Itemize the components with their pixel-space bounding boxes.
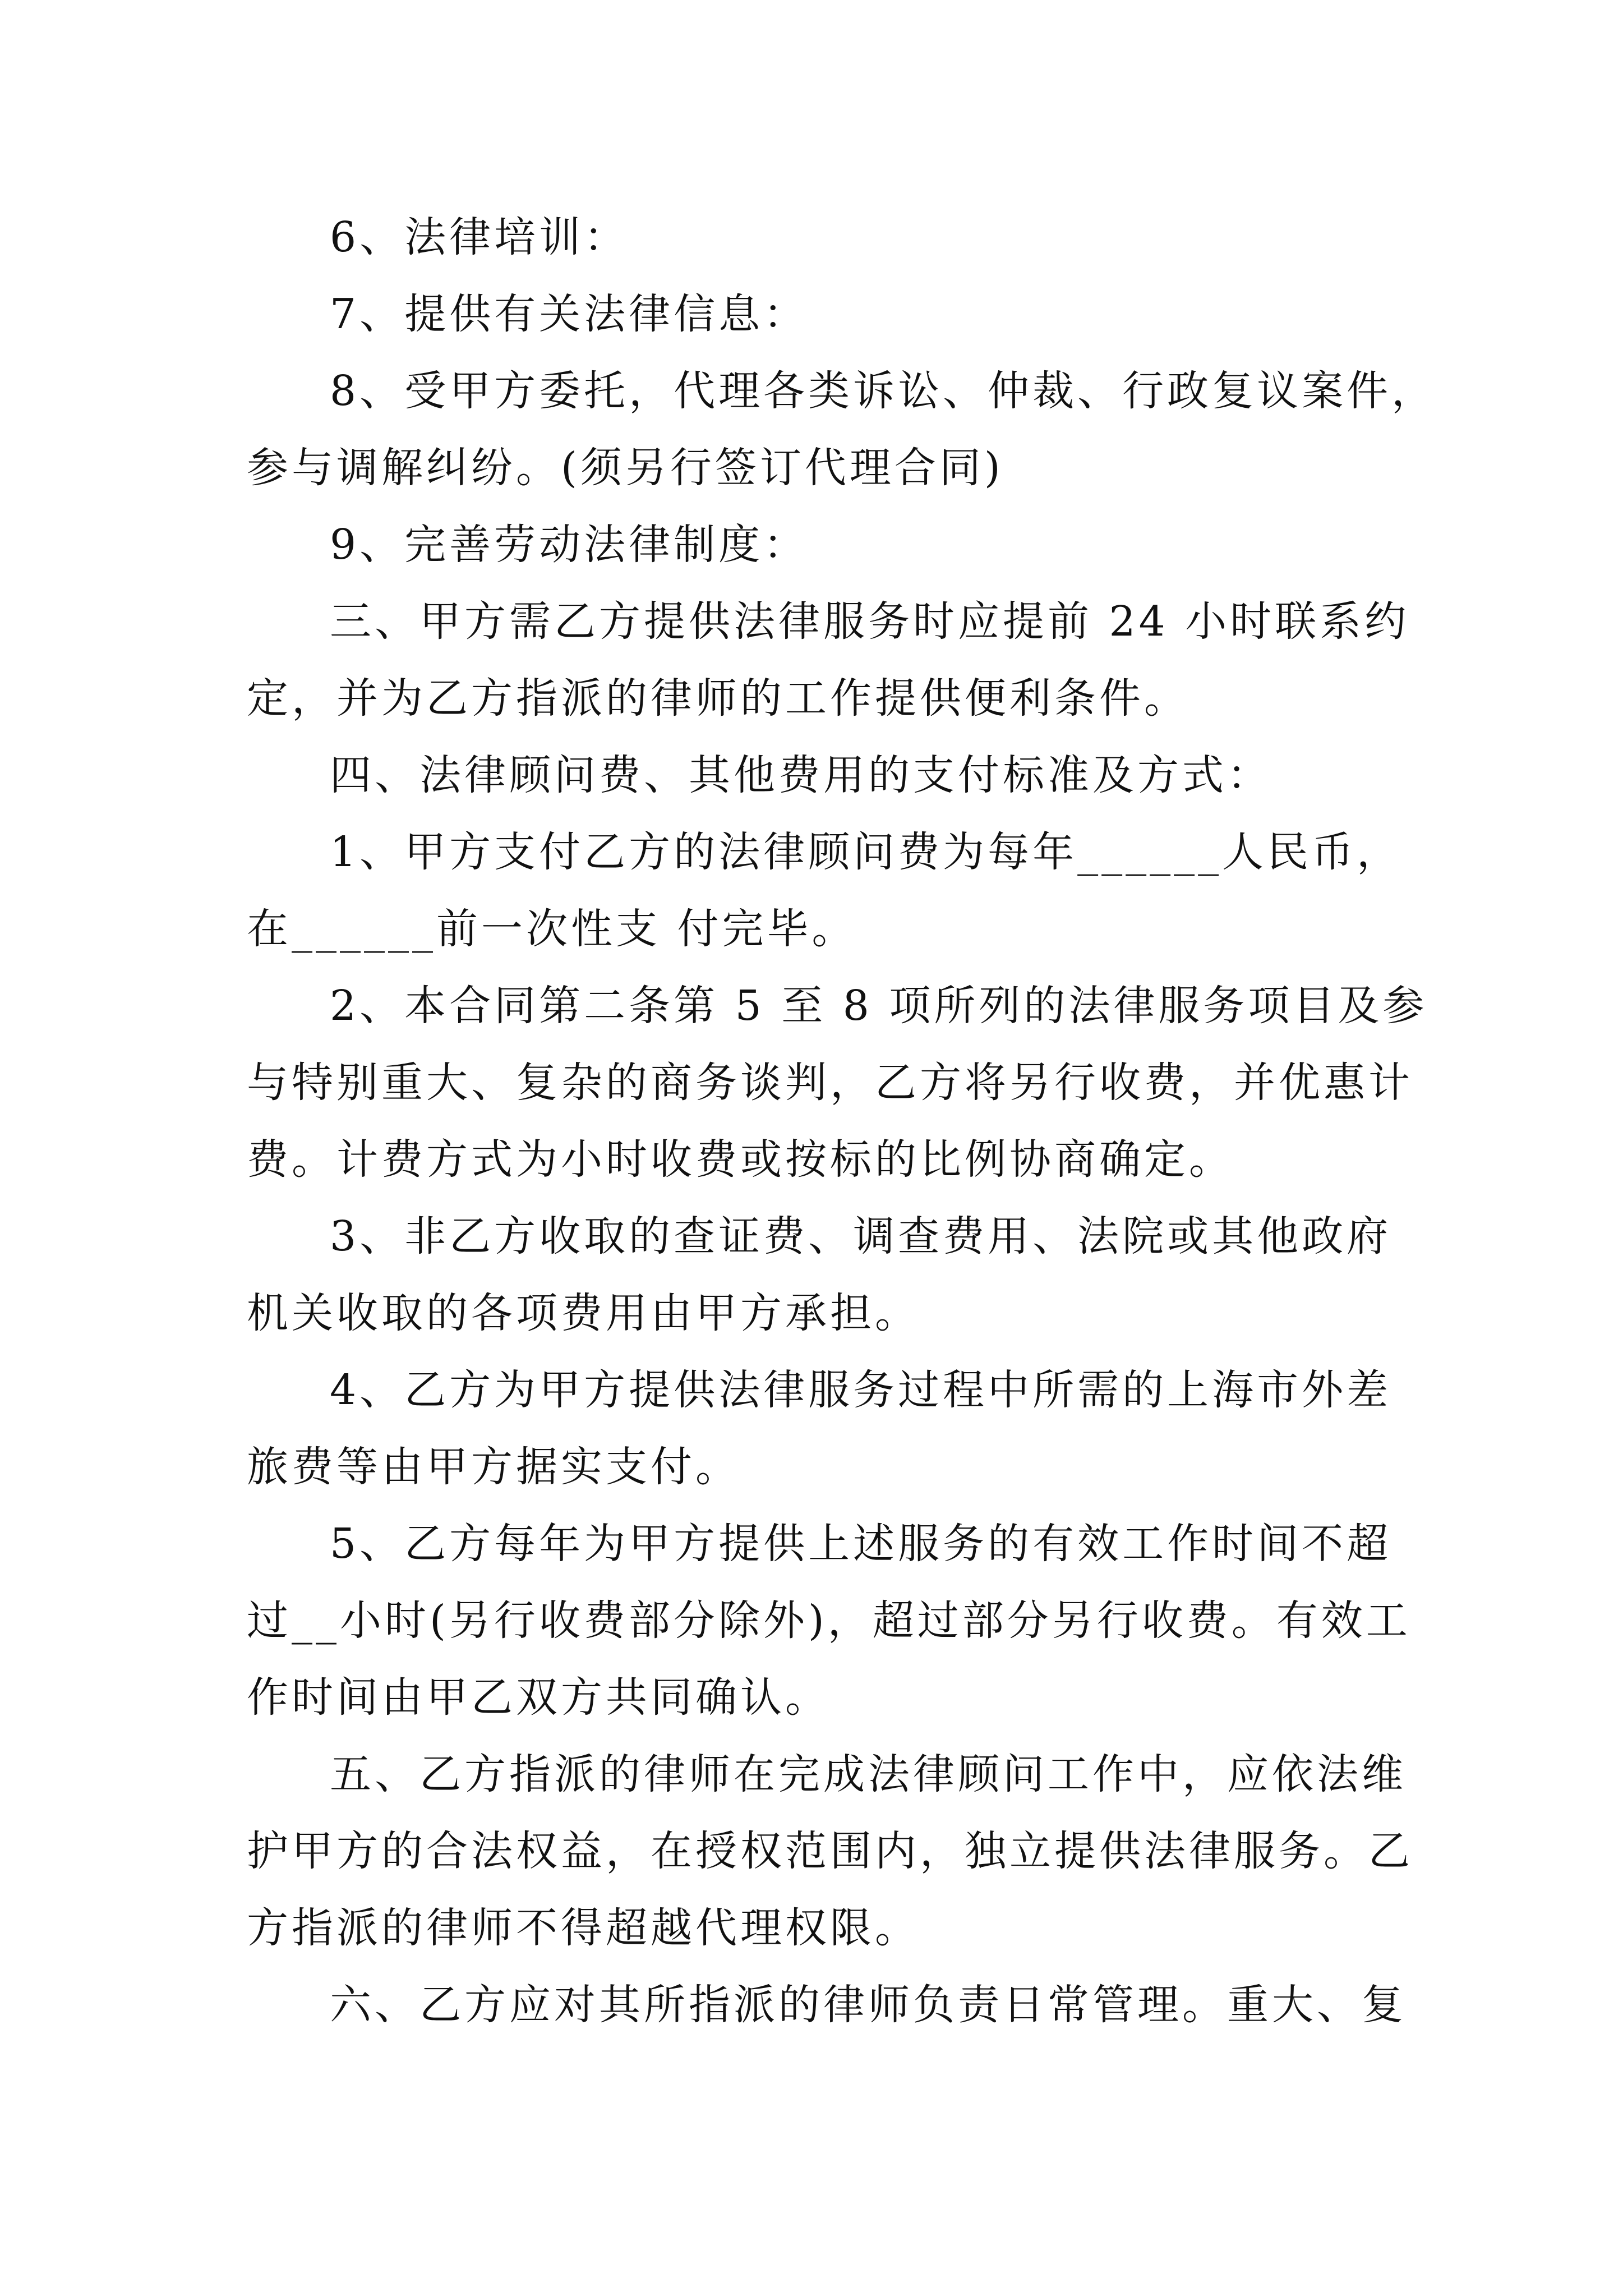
- section-3-line-1: 三、甲方需乙方提供法律服务时应提前 24 小时联系约: [330, 597, 1410, 646]
- fee-clause-2-line-1: 2、本合同第二条第 5 至 8 项所列的法律服务项目及参: [330, 982, 1428, 1030]
- document-body: [247, 199, 1437, 2044]
- section-4-heading: 四、法律顾问费、其他费用的支付标准及方式：: [330, 751, 1272, 799]
- fee-clause-5-line-3: 作时间由甲乙双方共同确认。: [247, 1673, 830, 1722]
- section-3-line-2: 定，并为乙方指派的律师的工作提供便利条件。: [247, 674, 1189, 723]
- section-5-line-3: 方指派的律师不得超越代理权限。: [247, 1904, 920, 1952]
- clause-9-labor-law: 9、完善劳动法律制度：: [330, 521, 809, 569]
- clause-8-line-2: 参与调解纠纷。(须另行签订代理合同): [247, 444, 1004, 492]
- section-5-line-1: 五、乙方指派的律师在完成法律顾问工作中，应依法维: [330, 1750, 1407, 1798]
- fee-clause-2-line-3: 费。计费方式为小时收费或按标的比例协商确定。: [247, 1135, 1234, 1184]
- fee-clause-3-line-2: 机关收取的各项费用由甲方承担。: [247, 1289, 920, 1337]
- fee-clause-5-line-2: 过__小时(另行收费部分除外)，超过部分另行收费。有效工: [247, 1596, 1411, 1645]
- section-5-line-2: 护甲方的合法权益，在授权范围内，独立提供法律服务。乙: [247, 1827, 1413, 1875]
- fee-clause-2-line-2: 与特别重大、复杂的商务谈判，乙方将另行收费，并优惠计: [247, 1059, 1413, 1107]
- fee-clause-1-line-1: 1、甲方支付乙方的法律顾问费为每年______人民币，: [330, 828, 1402, 876]
- fee-clause-4-line-2: 旅费等由甲方据实支付。: [247, 1443, 740, 1491]
- clause-7-legal-info: 7、提供有关法律信息：: [330, 290, 809, 338]
- fee-clause-3-line-1: 3、非乙方收取的查证费、调查费用、法院或其他政府: [330, 1212, 1392, 1260]
- section-6-line-1: 六、乙方应对其所指派的律师负责日常管理。重大、复: [330, 1981, 1407, 2029]
- fee-clause-4-line-1: 4、乙方为甲方提供法律服务过程中所需的上海市外差: [330, 1366, 1392, 1414]
- fee-clause-5-line-1: 5、乙方每年为甲方提供上述服务的有效工作时间不超: [330, 1520, 1392, 1568]
- fee-clause-1-line-2: 在______前一次性支 付完毕。: [247, 905, 857, 953]
- clause-6-legal-training: 6、法律培训：: [330, 213, 629, 261]
- clause-8-line-1: 8、受甲方委托，代理各类诉讼、仲裁、行政复议案件，: [330, 367, 1437, 415]
